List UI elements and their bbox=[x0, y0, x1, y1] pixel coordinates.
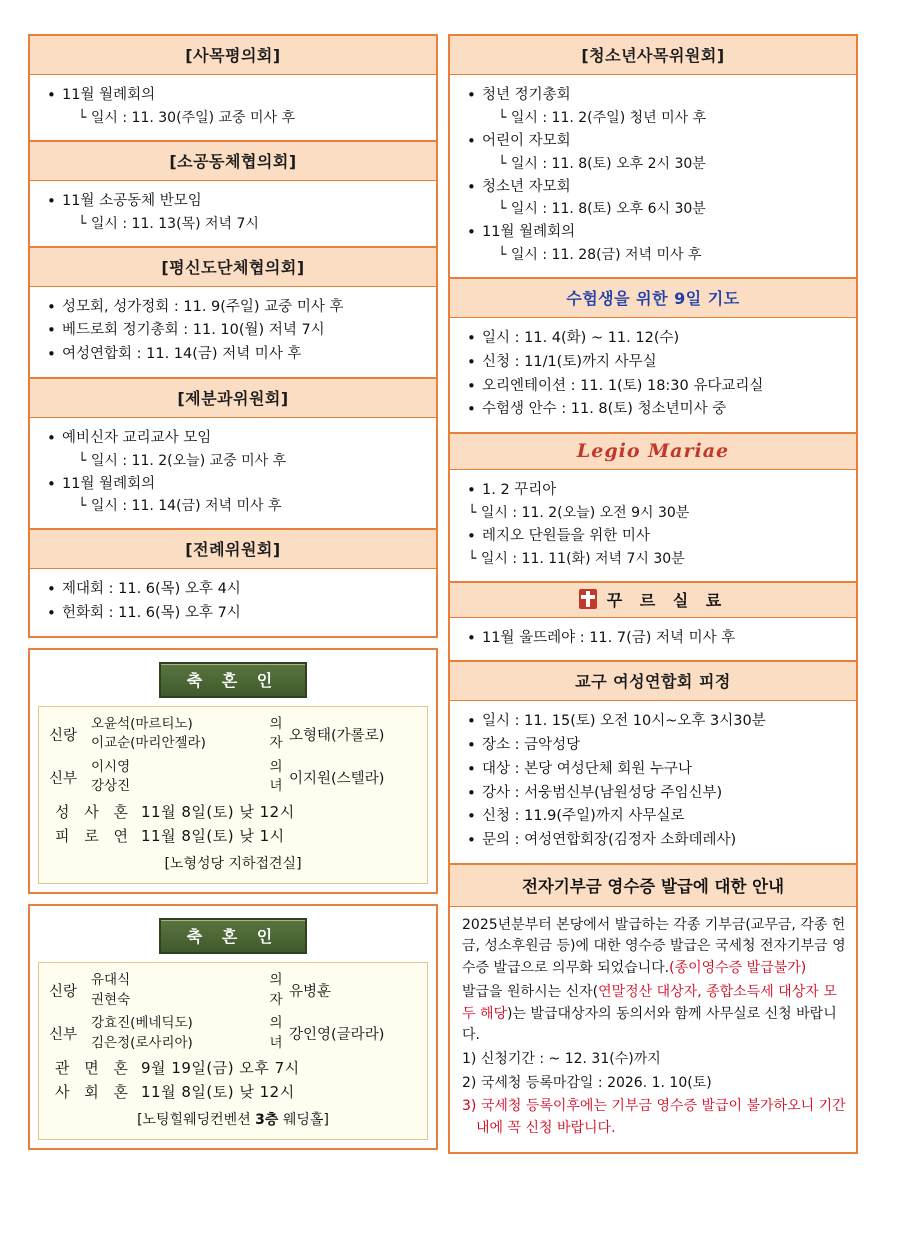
groom-parents bbox=[91, 971, 263, 1010]
two-column-layout bbox=[28, 34, 870, 1154]
list-item: • 장소 : 금악성당 bbox=[460, 735, 846, 757]
section-body bbox=[450, 75, 856, 277]
list-item bbox=[460, 526, 846, 570]
reception-time-value: 11월 8일(토) 낮 1시 bbox=[141, 827, 285, 845]
notice-text-emphasis: (종이영수증 발급불가) bbox=[669, 960, 807, 977]
list-item: • 문의 : 여성연합회장(김정자 소화데레사) bbox=[460, 830, 846, 852]
groom-row bbox=[49, 715, 417, 754]
item-subtext: └ 일시 : 11. 28(금) 저녁 미사 후 bbox=[482, 245, 846, 266]
wedding-time-value: 11월 8일(토) 낮 12시 bbox=[141, 803, 295, 821]
groom-mother: 이교순(마리안젤라) bbox=[91, 735, 206, 752]
item-text: 11월 월례회의 bbox=[482, 224, 576, 241]
item-text: 1. 2 꾸리아 bbox=[482, 482, 557, 498]
social-wedding-value: 11월 8일(토) 낮 12시 bbox=[141, 1083, 295, 1102]
section-title: [소공동체협의회] bbox=[30, 142, 436, 181]
groom-mother: 권현숙 bbox=[91, 991, 131, 1008]
civil-wedding-row bbox=[55, 1057, 417, 1078]
bride-mother: 강상진 bbox=[91, 778, 131, 795]
item-subtext: └ 일시 : 11. 2(오늘) 오전 9시 30분 bbox=[468, 503, 846, 524]
section-body bbox=[30, 75, 436, 140]
wedding-announcement-2 bbox=[28, 904, 438, 1150]
social-wedding-label: 사 회 혼 bbox=[55, 1083, 134, 1102]
section-title: [평신도단체협의회] bbox=[30, 248, 436, 287]
wedding-banner-label: 축 혼 인 bbox=[159, 662, 308, 698]
list-item bbox=[40, 474, 426, 518]
section-title: [청소년사목위원회] bbox=[450, 36, 856, 75]
section-title-row bbox=[450, 583, 856, 618]
reception-time-row bbox=[55, 825, 417, 846]
item-subtext: └ 일시 : 11. 30(주일) 교중 미사 후 bbox=[62, 108, 426, 129]
list-item: • 베드로회 정기총회 : 11. 10(월) 저녁 7시 bbox=[40, 320, 426, 342]
bride-name: 강인영(글라라) bbox=[289, 1027, 385, 1044]
notice-text: )는 발급대상자의 동의서와 함께 사무실로 신청 바랍니다. bbox=[462, 1005, 837, 1044]
item-subtext: └ 일시 : 11. 8(토) 오후 2시 30분 bbox=[482, 154, 846, 175]
groom-relation: 의 자 bbox=[269, 715, 283, 752]
section-pastoral-council bbox=[28, 34, 438, 140]
list-item: • 신청 : 11/1(토)까지 사무실 bbox=[460, 352, 846, 374]
list-item: • 대상 : 본당 여성단체 회원 누구나 bbox=[460, 759, 846, 781]
list-item: • 일시 : 11. 4(화) ~ 11. 12(수) bbox=[460, 328, 846, 350]
item-text: 11월 월례회의 bbox=[62, 87, 156, 103]
list-item bbox=[40, 428, 426, 472]
civil-wedding-value: 9월 19일(금) 오후 7시 bbox=[141, 1059, 300, 1078]
section-subcommittees bbox=[28, 377, 438, 529]
notice-body bbox=[450, 907, 856, 1152]
list-item bbox=[460, 85, 846, 129]
section-title: Legio Mariae bbox=[450, 434, 856, 470]
wedding-banner bbox=[38, 918, 428, 954]
list-item bbox=[40, 191, 426, 235]
list-item: • 제대회 : 11. 6(목) 오후 4시 bbox=[40, 579, 426, 601]
bride-label: 신부 bbox=[49, 1027, 78, 1044]
left-column bbox=[28, 34, 438, 1150]
wedding-time-label: 성 사 혼 bbox=[55, 803, 134, 821]
section-title: [사목평의회] bbox=[30, 36, 436, 75]
bride-relation: 의 녀 bbox=[269, 1015, 283, 1051]
item-text: 청소년 자모회 bbox=[482, 178, 571, 195]
item-text: 11월 월례회의 bbox=[62, 475, 156, 492]
cross-shield-icon bbox=[579, 589, 597, 609]
section-body bbox=[450, 318, 856, 432]
list-item bbox=[40, 85, 426, 129]
list-item bbox=[460, 131, 846, 175]
bride-name: 이지원(스텔라) bbox=[289, 770, 385, 787]
wedding-time-row bbox=[55, 801, 417, 822]
notice-text: 발급을 원하시는 신자( bbox=[462, 983, 599, 1000]
place-suffix: 웨딩홀] bbox=[278, 1112, 329, 1129]
item-text: 11월 소공동체 반모임 bbox=[62, 192, 202, 209]
section-body bbox=[30, 569, 436, 636]
wedding-banner bbox=[38, 662, 428, 698]
list-item: • 신청 : 11.9(주일)까지 사무실로 bbox=[460, 806, 846, 828]
bride-father: 이시영 bbox=[91, 758, 131, 775]
wedding-card bbox=[38, 962, 428, 1140]
notice-item-2: 2) 국세청 등록마감일 : 2026. 1. 10(토) bbox=[462, 1074, 712, 1091]
item-subtext: └ 일시 : 11. 2(오늘) 교중 미사 후 bbox=[62, 451, 426, 472]
section-liturgy-committee bbox=[28, 528, 438, 638]
wedding-card bbox=[38, 706, 428, 884]
section-youth-ministry bbox=[448, 34, 858, 277]
notice-text-emphasis: 연말정산 대상자, 종합소득세 대상자 모두 해당 bbox=[462, 983, 837, 1022]
groom-parents bbox=[91, 715, 263, 754]
wedding-banner-label: 축 혼 인 bbox=[159, 918, 308, 954]
list-item bbox=[460, 177, 846, 221]
groom-name: 오형태(가롤로) bbox=[289, 727, 385, 744]
section-title: [제분과위원회] bbox=[30, 379, 436, 418]
section-body bbox=[30, 181, 436, 246]
list-item bbox=[460, 480, 846, 524]
section-donation-receipt-notice bbox=[448, 863, 858, 1154]
section-body bbox=[30, 287, 436, 377]
section-title: [전례위원회] bbox=[30, 530, 436, 569]
list-item: • 헌화회 : 11. 6(목) 오후 7시 bbox=[40, 603, 426, 625]
bride-relation: 의 녀 bbox=[269, 758, 283, 795]
right-column bbox=[448, 34, 858, 1154]
notice-paragraph-2 bbox=[462, 982, 846, 1047]
section-body bbox=[450, 701, 856, 863]
list-item: • 11월 울뜨레야 : 11. 7(금) 저녁 미사 후 bbox=[460, 628, 846, 650]
item-text: 청년 정기총회 bbox=[482, 87, 571, 103]
groom-label: 신랑 bbox=[49, 727, 78, 744]
bride-label: 신부 bbox=[49, 770, 78, 787]
list-item: • 여성연합회 : 11. 14(금) 저녁 미사 후 bbox=[40, 344, 426, 366]
item-text: 레지오 단원들을 위한 미사 bbox=[482, 527, 650, 544]
wedding-place: [노형성당 지하접견실] bbox=[164, 856, 302, 872]
notice-text: 2025년분부터 본당에서 발급하는 각종 기부금(교무금, 각종 헌금, 성소후원금 등)에 대한 영수증 발급은 국세청 전자기부금 영수증 발급으로 의무화 되었습니다. bbox=[462, 916, 846, 977]
notice-item-3: 3) 국세청 등록이후에는 기부금 영수증 발급이 불가하오니 기간내에 꼭 신청 바랍니다. bbox=[462, 1098, 846, 1136]
list-item: • 강사 : 서웅범신부(남원성당 주임신부) bbox=[460, 783, 846, 805]
bride-parents bbox=[91, 1014, 263, 1053]
notice-title: 전자기부금 영수증 발급에 대한 안내 bbox=[450, 865, 856, 907]
social-wedding-row bbox=[55, 1081, 417, 1102]
bride-father: 강효진(베네딕도) bbox=[91, 1015, 193, 1032]
section-body bbox=[30, 418, 436, 529]
bride-row bbox=[49, 1014, 417, 1053]
list-item: • 오리엔테이션 : 11. 1(토) 18:30 유다교리실 bbox=[460, 376, 846, 398]
item-subtext: └ 일시 : 11. 13(목) 저녁 7시 bbox=[62, 214, 426, 235]
wedding-announcement-1 bbox=[28, 648, 438, 894]
list-item bbox=[460, 222, 846, 266]
section-title: 꾸 르 실 료 bbox=[606, 590, 728, 610]
section-body bbox=[450, 470, 856, 581]
place-prefix: [노팅힐웨딩컨벤션 bbox=[137, 1112, 256, 1129]
item-subtext: └ 일시 : 11. 8(토) 오후 6시 30분 bbox=[482, 199, 846, 220]
bride-row bbox=[49, 758, 417, 797]
list-item: • 일시 : 11. 15(토) 오전 10시~오후 3시30분 bbox=[460, 711, 846, 733]
groom-relation: 의 자 bbox=[269, 972, 283, 1008]
section-title: 교구 여성연합회 피정 bbox=[450, 662, 856, 701]
item-text: 어린이 자모회 bbox=[482, 132, 571, 149]
civil-wedding-label: 관 면 혼 bbox=[55, 1059, 134, 1078]
section-legio-mariae bbox=[448, 432, 858, 581]
notice-item-1: 1) 신청기간 : ~ 12. 31(수)까지 bbox=[462, 1050, 661, 1067]
list-item: • 수험생 안수 : 11. 8(토) 청소년미사 중 bbox=[460, 399, 846, 421]
groom-name: 유병훈 bbox=[289, 984, 332, 1001]
section-exam-prayer bbox=[448, 277, 858, 432]
bride-parents bbox=[91, 758, 263, 797]
section-laity-council bbox=[28, 246, 438, 377]
groom-father: 오윤석(마르티노) bbox=[91, 715, 193, 732]
groom-label: 신랑 bbox=[49, 984, 78, 1001]
section-womens-retreat bbox=[448, 660, 858, 863]
groom-father: 유대식 bbox=[91, 972, 131, 988]
notice-paragraph-1 bbox=[462, 915, 846, 980]
place-floor: 3층 bbox=[255, 1112, 279, 1129]
bride-mother: 김은정(로사리아) bbox=[91, 1034, 193, 1051]
section-cursillo bbox=[448, 581, 858, 661]
section-title: 수험생을 위한 9일 기도 bbox=[450, 279, 856, 318]
item-subtext: └ 일시 : 11. 2(주일) 청년 미사 후 bbox=[482, 108, 846, 129]
item-subtext: └ 일시 : 11. 14(금) 저녁 미사 후 bbox=[62, 496, 426, 517]
groom-row bbox=[49, 971, 417, 1010]
reception-time-label: 피 로 연 bbox=[55, 827, 134, 845]
section-body bbox=[450, 618, 856, 661]
wedding-place bbox=[49, 1109, 417, 1129]
item-text: 예비신자 교리교사 모임 bbox=[62, 429, 212, 446]
section-small-community bbox=[28, 140, 438, 246]
item-subtext: └ 일시 : 11. 11(화) 저녁 7시 30분 bbox=[468, 549, 846, 570]
list-item: • 성모회, 성가정회 : 11. 9(주일) 교중 미사 후 bbox=[40, 297, 426, 319]
